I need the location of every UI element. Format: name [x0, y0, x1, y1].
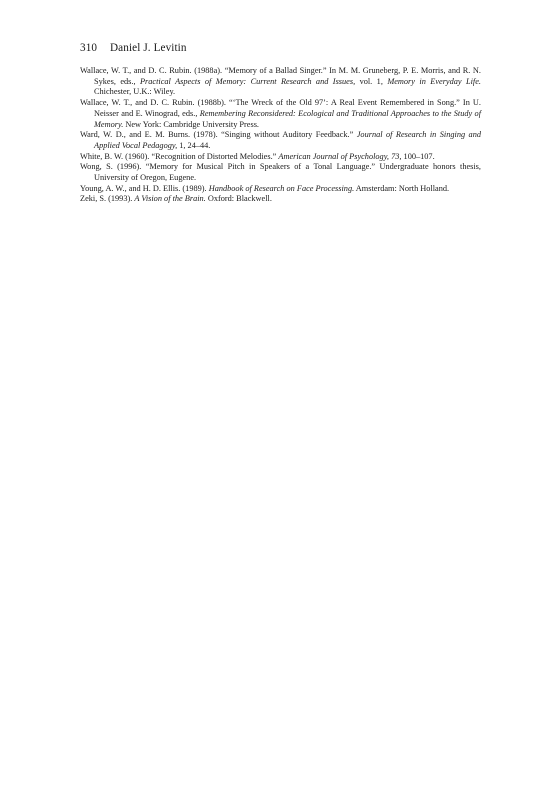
- reference-title-italic: Remembering Reconsidered: Ecological and Traditional Approaches to the Study of Memory.: [94, 108, 481, 129]
- reference-text: Zeki, S. (1993).: [80, 194, 135, 204]
- reference-title-italic: A Vision of the Brain.: [134, 194, 206, 204]
- reference-entry: [80, 194, 481, 205]
- reference-text: Wong, S. (1996). “Memory for Musical Pitch in Speakers of a Tonal Language.” Undergraduate honors thesis, University of Oregon, Eugene.: [80, 162, 481, 183]
- reference-title-italic: Memory in Everyday Life.: [387, 76, 481, 86]
- reference-text: White, B. W. (1960). “Recognition of Distorted Melodies.”: [80, 151, 279, 161]
- reference-text: New York: Cambridge University Press.: [123, 119, 260, 129]
- reference-title-italic: Practical Aspects of Memory: Current Research and Issues,: [139, 76, 356, 86]
- reference-text: Ward, W. D., and E. M. Burns. (1978). “Singing without Auditory Feedback.”: [80, 130, 357, 140]
- reference-entry: [80, 152, 481, 163]
- page-header: [80, 42, 187, 54]
- reference-entry: [80, 98, 481, 130]
- reference-text: Chichester, U.K.: Wiley.: [94, 87, 176, 97]
- reference-text: 1, 24–44.: [177, 140, 211, 150]
- reference-text: 100–107.: [401, 151, 435, 161]
- reference-text: Wallace, W. T., and D. C. Rubin. (1988a). “Memory of a Ballad Singer.” In M. M. Gruneberg, P. E. Morris, and R. N. Sykes, eds.,: [80, 66, 481, 86]
- reference-text: vol. 1,: [355, 76, 388, 86]
- reference-text: Young, A. W., and H. D. Ellis. (1989).: [80, 183, 209, 193]
- reference-text: Wallace, W. T., and D. C. Rubin. (1988b). “‘The Wreck of the Old 97’: A Real Event Remembered in Song.” In U. Neisser and E. Winograd, eds.,: [80, 98, 481, 118]
- reference-text: Amsterdam: North Holland.: [354, 183, 450, 193]
- reference-list: [80, 66, 481, 205]
- reference-entry: [80, 130, 481, 151]
- page-number: 310: [80, 42, 98, 54]
- running-head: Daniel J. Levitin: [110, 42, 187, 54]
- reference-text: Oxford: Blackwell.: [205, 194, 272, 204]
- reference-title-italic: American Journal of Psychology, 73,: [278, 151, 402, 161]
- reference-title-italic: Journal of Research in Singing and Applied Vocal Pedagogy,: [94, 130, 481, 150]
- reference-entry: [80, 66, 481, 98]
- reference-title-italic: Handbook of Research on Face Processing.: [208, 183, 355, 193]
- reference-entry: [80, 162, 481, 183]
- reference-entry: [80, 184, 481, 195]
